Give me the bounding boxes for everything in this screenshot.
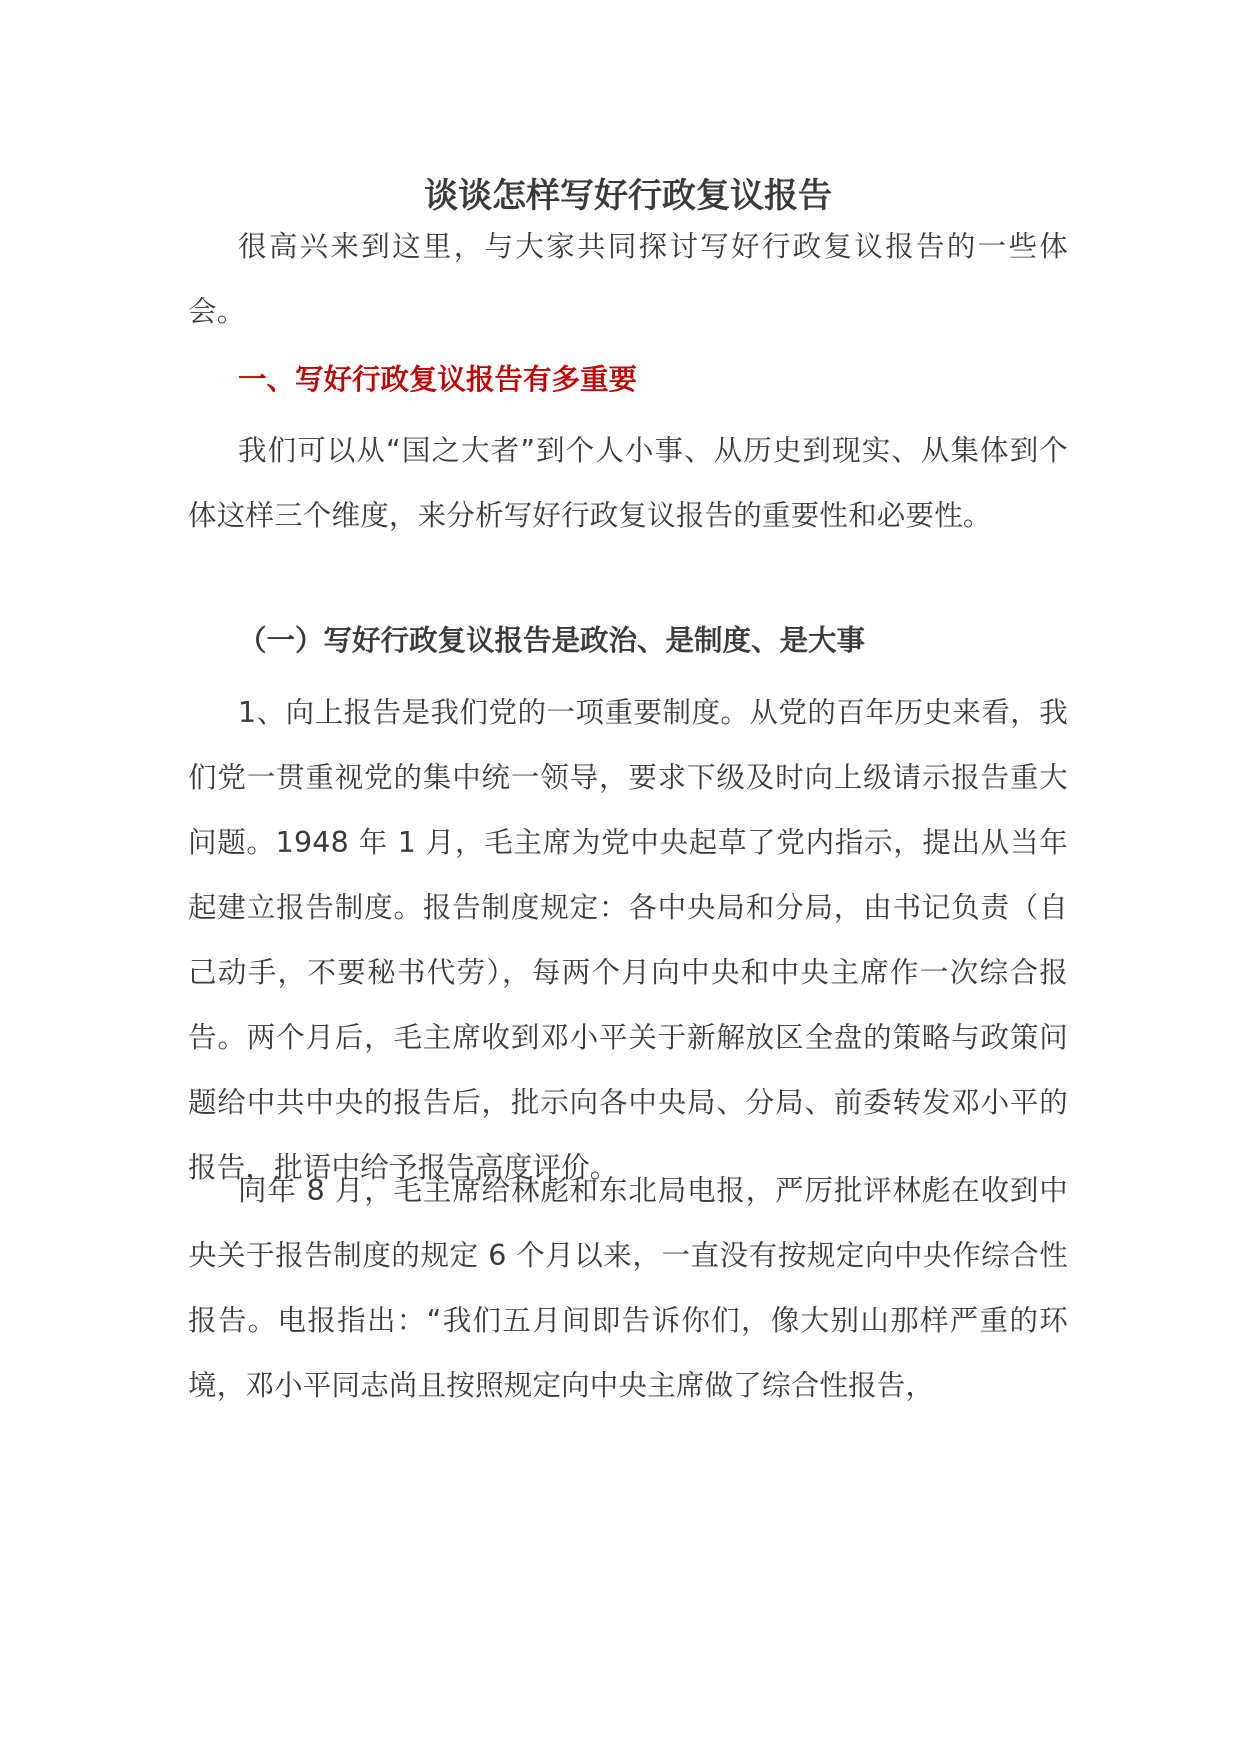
subsection-heading-1: （一）写好行政复议报告是政治、是制度、是大事 (238, 624, 866, 657)
section-heading-1: 一、写好行政复议报告有多重要 (238, 363, 638, 396)
item-2-paragraph: 同年 8 月，毛主席给林彪和东北局电报，严厉批评林彪在收到中央关于报告制度的规定 6 个月以来，一直没有按规定向中央作综合性报告。电报指出：“我们五月间即告诉你们，像大别山那样严重的环境，邓小平同志尚且按照规定向中央主席做了综合性报告， (188, 1174, 1068, 1402)
section-1-paragraph: 我们可以从“国之大者”到个人小事、从历史到现实、从集体到个体这样三个维度，来分析写好行政复议报告的重要性和必要性。 (188, 434, 1068, 532)
intro-paragraph: 很高兴来到这里，与大家共同探讨写好行政复议报告的一些体会。 (188, 230, 1068, 328)
document-title: 谈谈怎样写好行政复议报告 (424, 176, 832, 216)
item-1-paragraph: 1、向上报告是我们党的一项重要制度。从党的百年历史来看，我们党一贯重视党的集中统一领导，要求下级及时向上级请示报告重大问题。1948 年 1 月，毛主席为党中央起草了党内指示，提出从当年起建立报告制度。报告制度规定：各中央局和分局，由书记负责（自己动手，不要秘书代劳），每两个月向中央和中央主席作一次综合报告。两个月后，毛主席收到邓小平关于新解放区全盘的策略与政策问题给中共中央的报告后，批示向各中央局、分局、前委转发邓小平的报告，批语中给予报告高度评价。 (188, 696, 1068, 1184)
